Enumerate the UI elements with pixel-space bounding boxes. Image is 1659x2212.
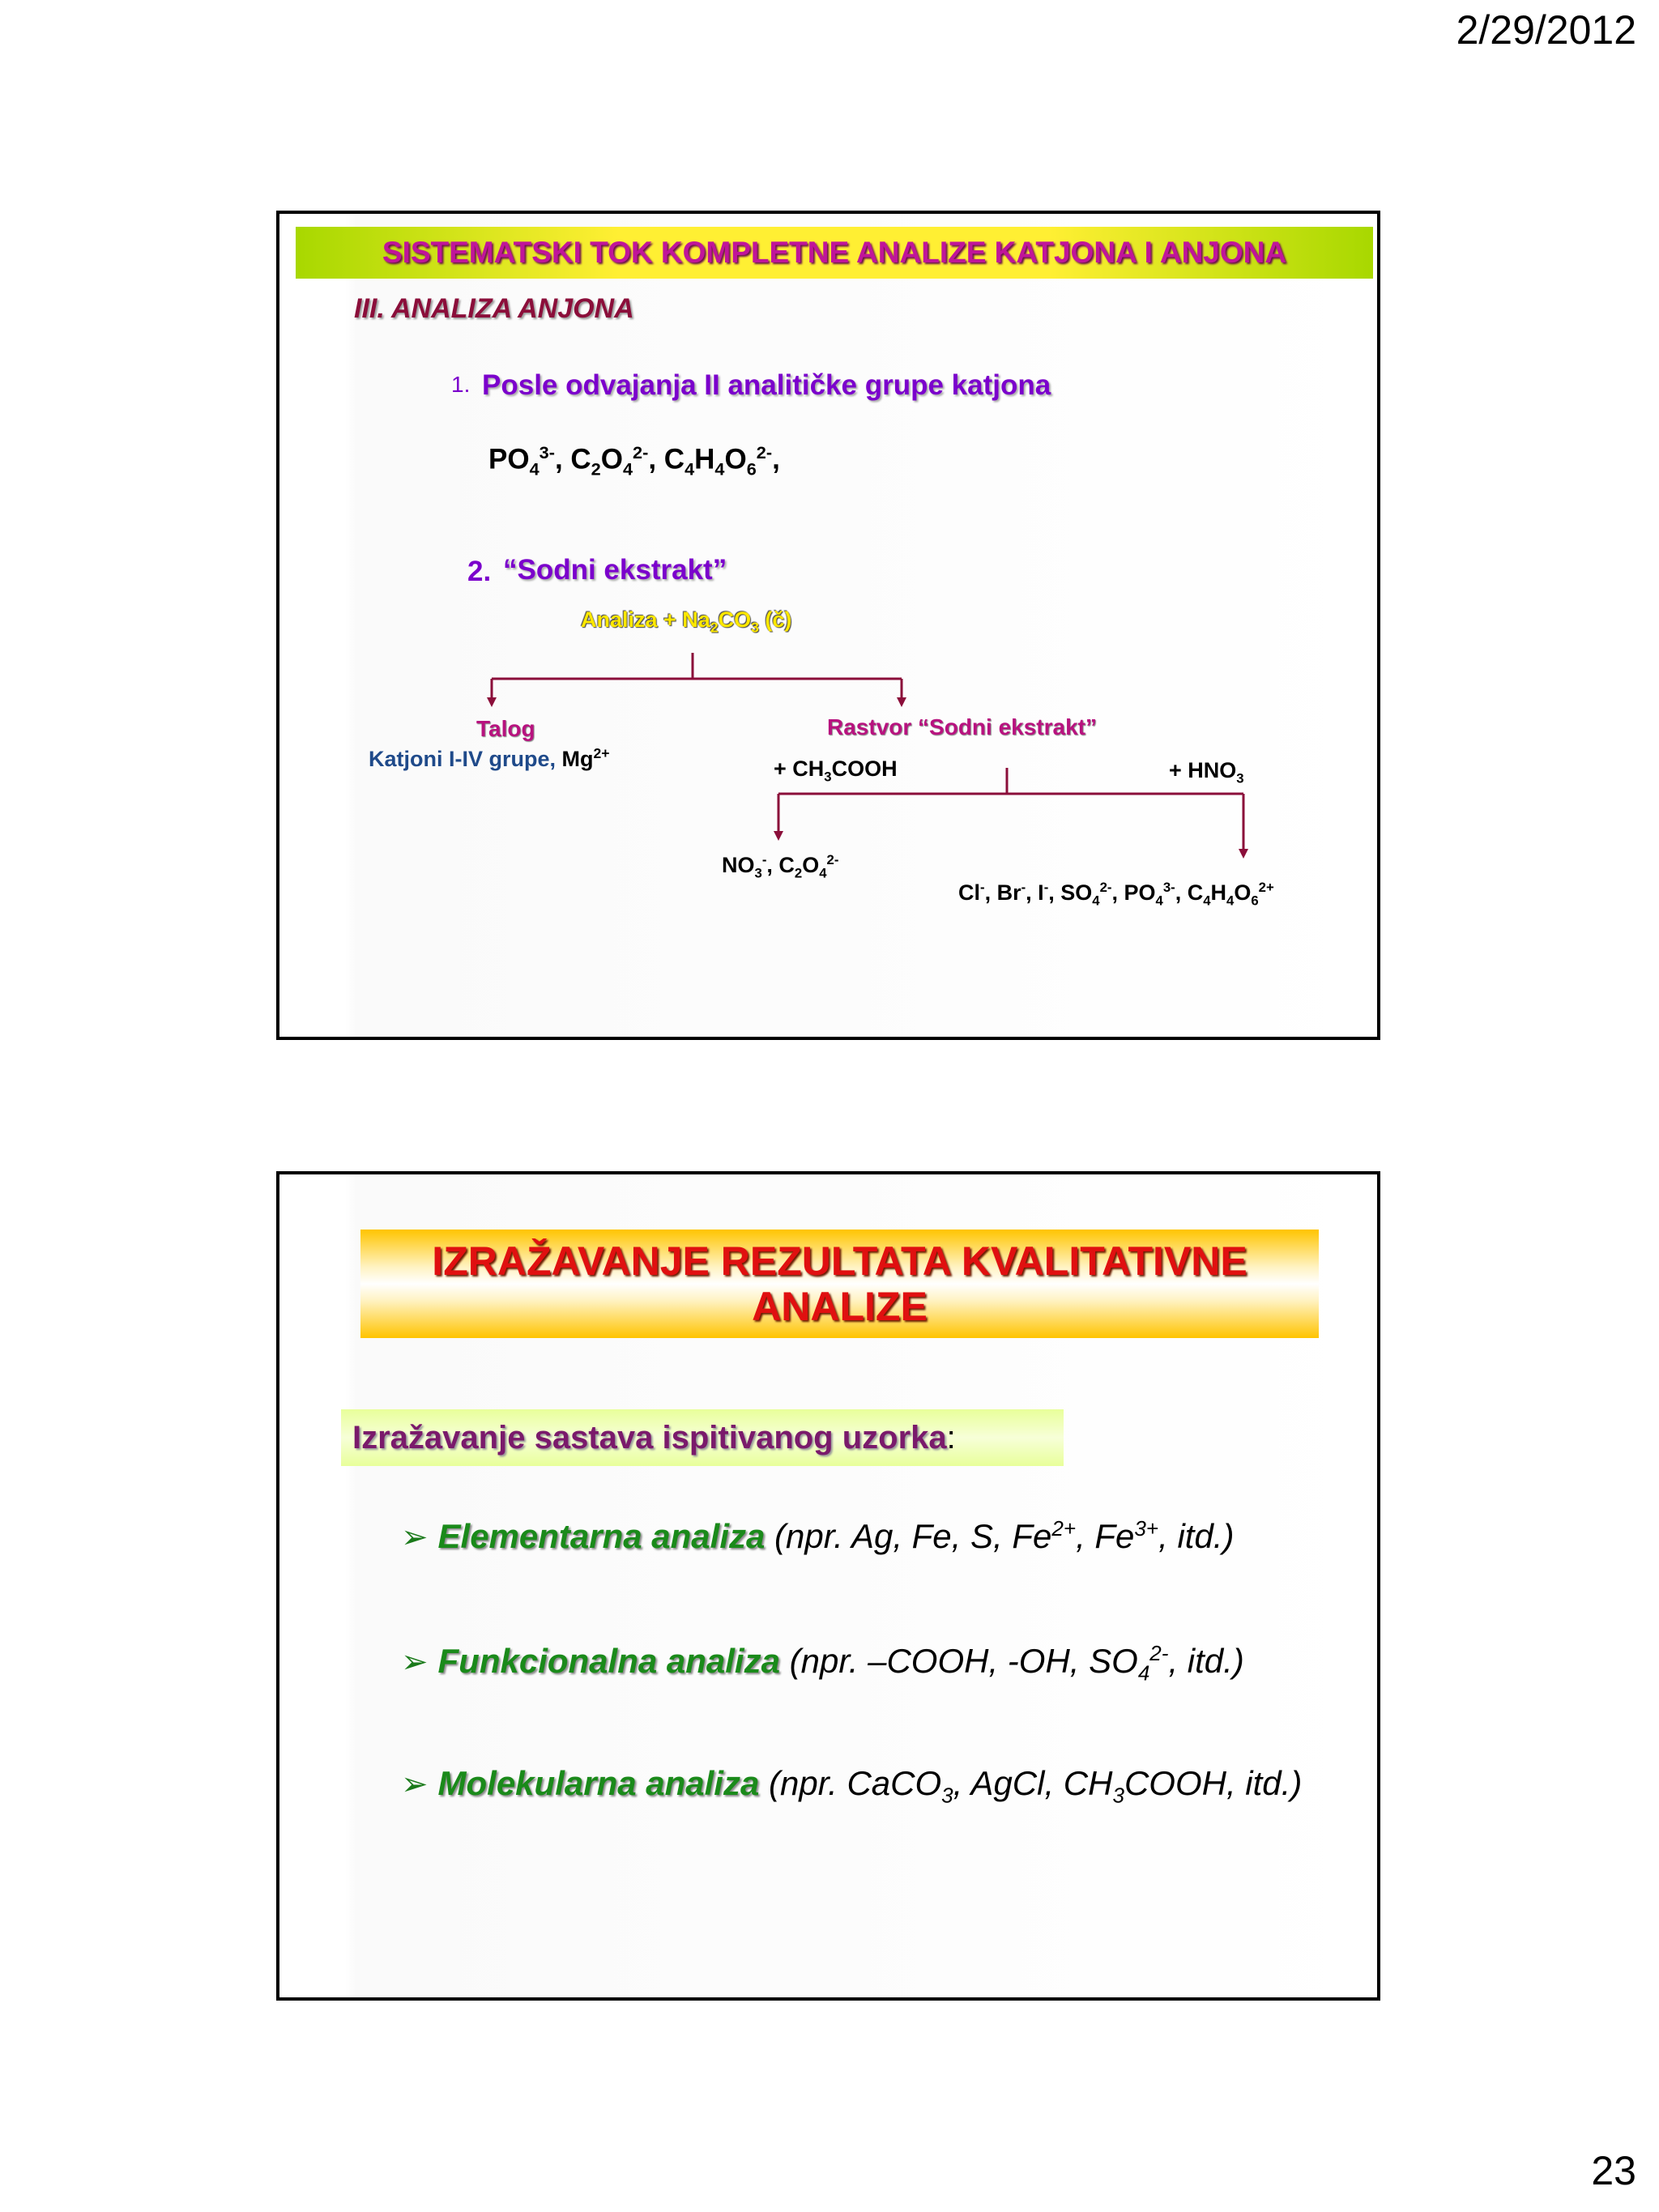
bullet-term: Elementarna analiza [437,1517,766,1555]
bullet-funkcionalna [401,1641,1244,1686]
bullet-explanation: (npr. CaCO$_3$, AgCl, $CH_3COOH$, itd.) [769,1764,1303,1808]
reagent-left-acetic-acid: + $CH_3COOH$ [774,757,898,785]
page-number: 23 [1591,2148,1636,2193]
reagent-right-nitric-acid: + $HNO_3$ [1169,758,1244,786]
slide-2-title-line-2: ANALIZE [752,1284,928,1329]
item-2-text: “Sodni ekstrakt” [503,554,727,586]
bullet-molekularna [401,1764,1302,1808]
slide-1-subtitle: III. ANALIZA ANJONA [354,293,634,324]
bullet-arrow-icon: ➢ [401,1644,429,1680]
bullet-explanation: (npr. Ag, Fe, S, $Fe^{2+}$, $Fe^{3+}$, itd.) [774,1516,1235,1555]
slide-2-title [432,1238,1247,1329]
item-2-number: 2. [467,556,492,587]
talog-label: Talog [476,716,535,741]
slide-2-title-box [360,1230,1319,1338]
section-heading-box [341,1409,1064,1466]
product-left: $NO_3^-$, $C_2O_4^{2-}$ [722,852,839,881]
bullet-elementarna [401,1516,1234,1556]
reagent-label: Analiza + $Na_2CO_3$ (č) [581,607,792,636]
slide-2 [276,1171,1380,2001]
katjoni-label: Katjoni I-IV grupe, $Mg^{2+}$ [369,745,610,771]
section-heading: Izražavanje sastava ispitivanog uzorka: [352,1419,956,1455]
bullet-arrow-icon: ➢ [401,1767,429,1802]
rastvor-label: Rastvor “Sodni ekstrakt” [827,714,1097,739]
product-right: Cl-, Br-, I-, $SO_4^{2-}$, $PO_4^{3-}$, $C_4H_4O_6^{2+}$ [958,880,1274,909]
slide-2-title-line-1: IZRAŽAVANJE REZULTATA KVALITATIVNE [432,1238,1247,1284]
bullet-arrow-icon: ➢ [401,1519,429,1555]
bullet-term: Funkcionalna analiza [437,1642,780,1680]
item-1-text: Posle odvajanja II analitičke grupe katjona [482,369,1051,401]
header-date: 2/29/2012 [1456,7,1636,53]
bullet-term: Molekularna analiza [437,1764,760,1802]
item-1-number: 1. [451,372,471,397]
flow-diagram-lines [279,214,1380,1040]
slide-1-title: SISTEMATSKI TOK KOMPLETNE ANALIZE KATJONA I ANJONA [382,236,1287,269]
slide-1 [276,211,1380,1040]
bullet-explanation: (npr. –COOH, -OH, $SO_4^{2-}$, itd.) [789,1641,1244,1686]
anion-formula-list: $PO_4^{3-}$, $C_2O_4^{2-}$, $C_4H_4O_6^{2-}$, [488,442,780,479]
